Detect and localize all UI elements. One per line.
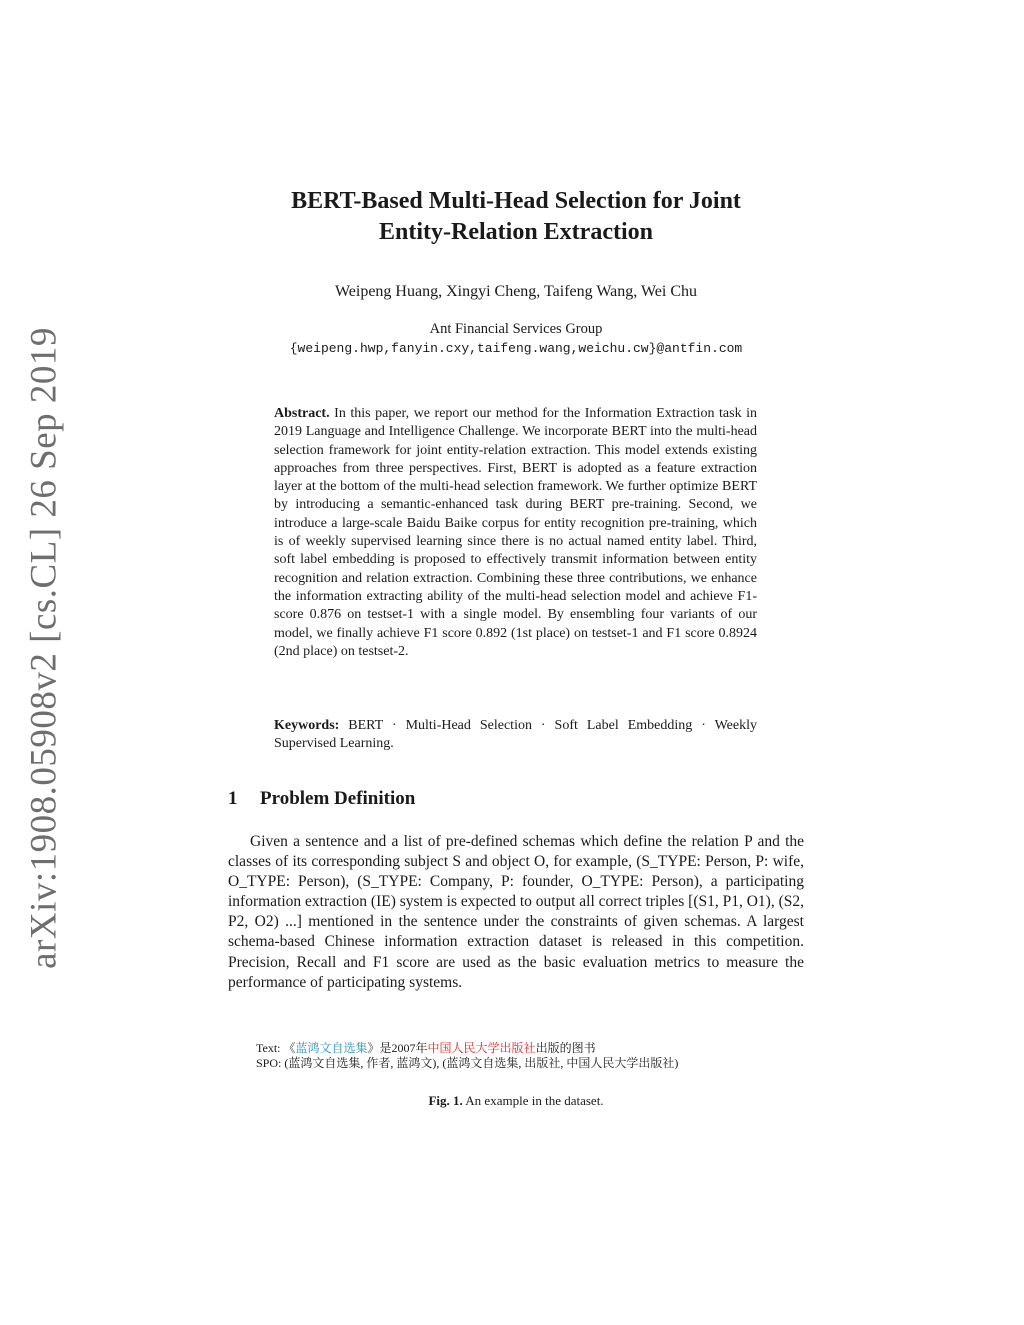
section-paragraph: Given a sentence and a list of pre-defined schemas which define the relation P and the classes of its corresponding subject S and object O, for example, (S_TYPE: Person, P: wife, O_TYPE: Person), (S_TYPE: Company, P: founder, O_TYPE: Person), a participating information extraction (IE) system is expected to output all correct triples [(S1, P1, O1), (S2, P2, O2) ...] mentioned in the sentence under the constraints of given schemas. A largest schema-based Chinese information extraction dataset is released in this competition. Precision, Recall and F1 score are used as the basic evaluation metrics to measure the performance of participating systems. <box>228 833 804 991</box>
figure-text-end: 出版的图书 <box>535 1041 596 1055</box>
figure-caption <box>228 1093 804 1109</box>
author-list: Weipeng Huang, Xingyi Cheng, Taifeng Wang, Wei Chu <box>334 283 698 300</box>
keywords-text: BERT · Multi-Head Selection · Soft Label Embedding · Weekly Supervised Learning. <box>274 718 757 752</box>
abstract <box>274 405 757 661</box>
section-title: Problem Definition <box>260 788 416 809</box>
paper-title <box>228 186 804 248</box>
figure-spo-value: (蓝鸿文自选集, 作者, 蓝鸿文), (蓝鸿文自选集, 出版社, 中国人民大学出版社) <box>284 1056 679 1070</box>
section-heading <box>228 788 415 810</box>
keywords-label: Keywords: <box>274 718 340 733</box>
keywords <box>274 717 757 754</box>
figure-book-title: 蓝鸿文自选集 <box>295 1041 368 1055</box>
figure-text-open: 《 <box>283 1041 296 1055</box>
figure-text-line <box>256 1041 678 1056</box>
email-address: {weipeng.hwp,fanyin.cxy,taifeng.wang,weichu.cw}@antfin.com <box>289 341 743 356</box>
figure-spo-label: SPO: <box>256 1056 282 1070</box>
title-line-2: Entity-Relation Extraction <box>379 219 653 245</box>
figure-example <box>256 1041 678 1071</box>
figure-spo-line <box>256 1056 678 1071</box>
caption-label: Fig. 1. <box>428 1093 463 1108</box>
arxiv-identifier: arXiv:1908.05908v2 [cs.CL] 26 Sep 2019 <box>23 327 65 969</box>
title-line-1: BERT-Based Multi-Head Selection for Joint <box>291 188 741 214</box>
caption-text: An example in the dataset. <box>465 1093 604 1108</box>
affiliation-block <box>228 319 804 359</box>
figure-publisher: 中国人民大学出版社 <box>427 1041 536 1055</box>
figure-text-close: 》是2007年 <box>367 1041 428 1055</box>
abstract-label: Abstract. <box>274 406 330 421</box>
figure-text-label: Text: <box>256 1041 281 1055</box>
abstract-text: In this paper, we report our method for the Information Extraction task in 2019 Language and Intelligence Challenge. We incorporate BERT into the multi-head selection framework for joint entity-relation extraction. This model extends existing approaches from three perspectives. First, BERT is adopted as a feature extraction layer at the bottom of the multi-head selection framework. We further optimize BERT by introducing a semantic-enhanced task during BERT pre-training. Second, we introduce a large-scale Baidu Baike corpus for entity recognition pre-training, which is of weekly supervised learning since there is no actual named entity label. Third, soft label embedding is proposed to effectively transmit information between entity recognition and relation extraction. Combining these three contributions, we enhance the information extracting ability of the multi-head selection model and achieve F1-score 0.876 on testset-1 with a single model. By ensembling four variants of our model, we finally achieve F1 score 0.892 (1st place) on testset-1 and F1 score 0.8924 (2nd place) on testset-2. <box>274 406 758 659</box>
section-number: 1 <box>228 788 238 809</box>
affiliation: Ant Financial Services Group <box>429 321 603 337</box>
